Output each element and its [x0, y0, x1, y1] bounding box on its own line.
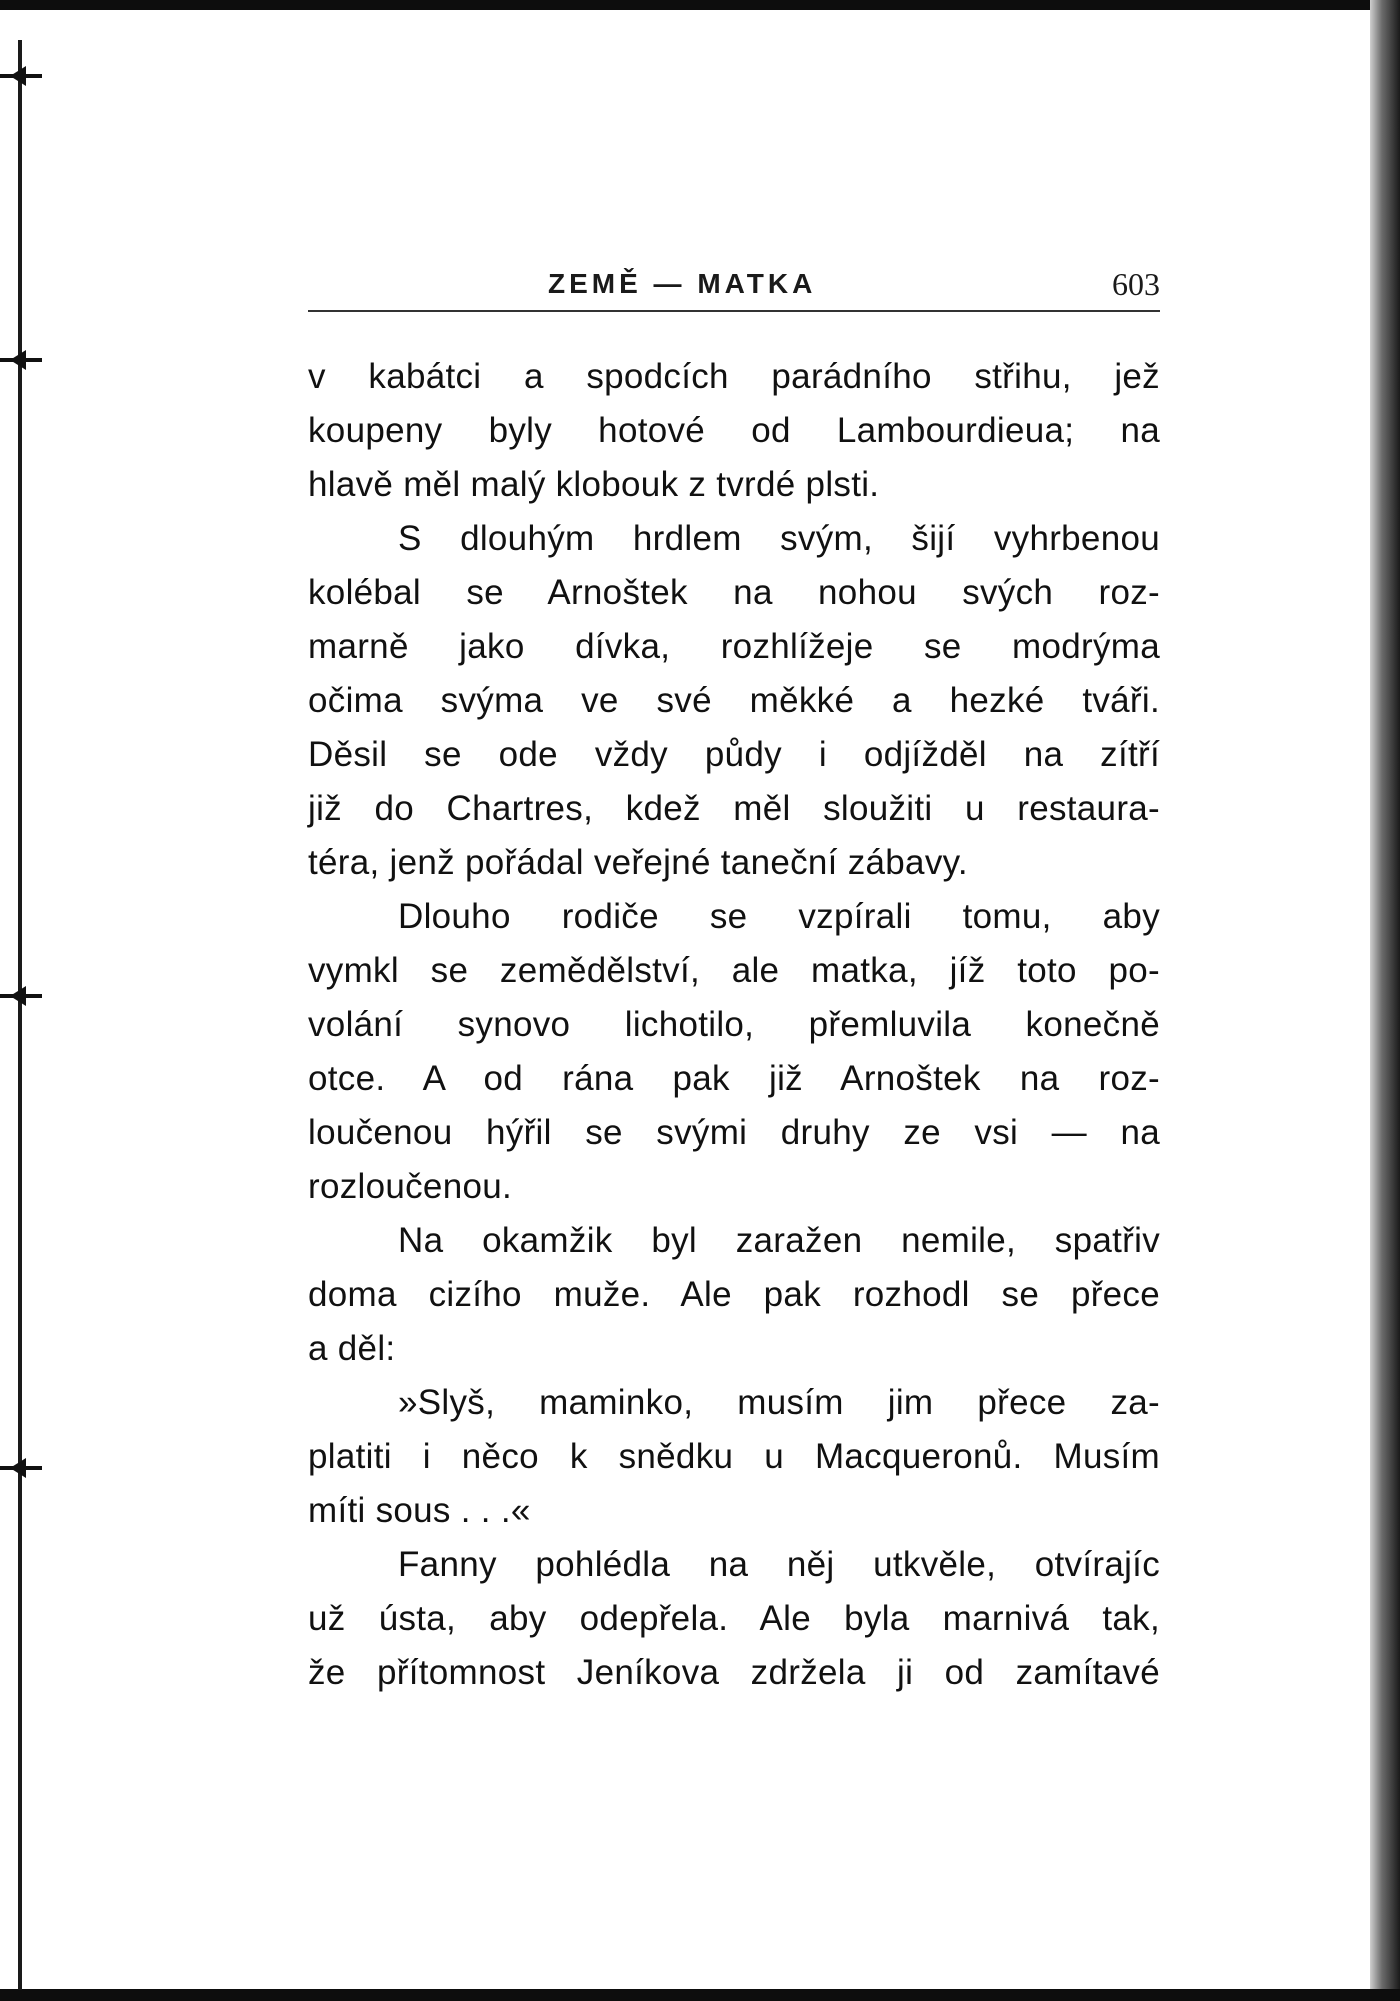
running-title: ZEMĚ — MATKA — [548, 268, 817, 299]
text-line: míti sous . . .« — [308, 1491, 531, 1530]
text-line: a děl: — [308, 1329, 396, 1368]
text-line: očima svýma ve své měkké a hezké tváři. — [308, 681, 1160, 720]
text-line: S dlouhým hrdlem svým, šijí vyhrbenou — [398, 519, 1160, 558]
scan-edge-top — [0, 0, 1400, 10]
text-line: »Slyš, maminko, musím jim přece za- — [398, 1383, 1160, 1422]
text-line: kolébal se Arnoštek na nohou svých roz- — [308, 573, 1160, 612]
text-line: Fanny pohlédla na něj utkvěle, otvírajíc — [398, 1545, 1160, 1584]
text-line: téra, jenž pořádal veřejné taneční zábavy. — [308, 843, 968, 882]
text-line: otce. A od rána pak již Arnoštek na roz- — [308, 1059, 1160, 1098]
text-line: marně jako dívka, rozhlížeje se modrýma — [308, 627, 1160, 666]
body-text — [308, 350, 1160, 1700]
scan-edge-right — [1370, 0, 1400, 2001]
text-line: loučenou hýřil se svými druhy ze vsi — na — [308, 1113, 1160, 1152]
scan-edge-bottom — [0, 1989, 1400, 2001]
text-line: Děsil se ode vždy půdy i odjížděl na zítří — [308, 735, 1160, 774]
text-line: doma cizího muže. Ale pak rozhodl se přece — [308, 1275, 1160, 1314]
text-line: vymkl se zemědělství, ale matka, jíž toto po- — [308, 951, 1160, 990]
text-line: Na okamžik byl zaražen nemile, spatřiv — [398, 1221, 1160, 1260]
book-page — [308, 258, 1160, 1700]
text-line: platiti i něco k snědku u Macqueronů. Musím — [308, 1437, 1160, 1476]
text-line: Dlouho rodiče se vzpírali tomu, aby — [398, 897, 1160, 936]
page-header — [308, 258, 1160, 312]
page-number: 603 — [1112, 266, 1160, 302]
binding-thread-mark — [0, 72, 42, 80]
binding-thread-mark — [0, 356, 42, 364]
text-line: hlavě měl malý klobouk z tvrdé plsti. — [308, 465, 880, 504]
binding-thread-mark — [0, 992, 42, 1000]
text-line: už ústa, aby odepřela. Ale byla marnivá tak, — [308, 1599, 1160, 1638]
text-line: že přítomnost Jeníkova zdržela ji od zamítavé — [308, 1653, 1160, 1692]
binding-thread-mark — [0, 1464, 42, 1472]
text-line: rozloučenou. — [308, 1167, 513, 1206]
text-line: koupeny byly hotové od Lambourdieua; na — [308, 411, 1160, 450]
text-line: volání synovo lichotilo, přemluvila konečně — [308, 1005, 1160, 1044]
text-line: již do Chartres, kdež měl sloužiti u restaura- — [308, 789, 1160, 828]
text-line: v kabátci a spodcích parádního střihu, jež — [308, 357, 1160, 396]
binding-line — [18, 40, 22, 1990]
